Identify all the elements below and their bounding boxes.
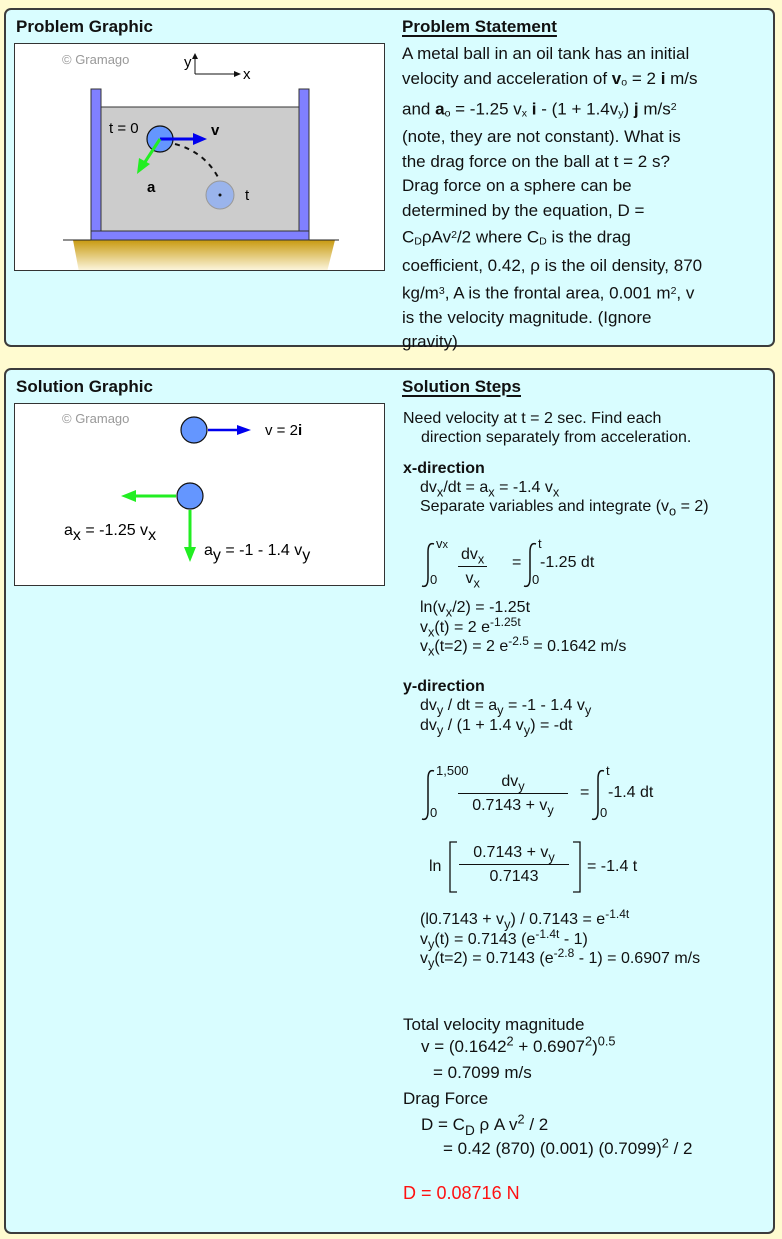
step-line — [403, 634, 627, 659]
text-fragment: 2 — [670, 284, 677, 297]
text-fragment: -2.5 — [508, 634, 529, 648]
text-fragment: = 2 — [627, 68, 661, 88]
statement-line: the drag force on the ball at t = 2 s? — [402, 151, 670, 171]
ay-label — [204, 542, 310, 564]
text-fragment: x — [148, 527, 157, 544]
text-fragment: = 0.42 (870) (0.001) (0.7099) — [443, 1139, 662, 1158]
text-fragment: ) / 0.7143 = e — [510, 911, 606, 928]
x-integral-equation — [420, 536, 720, 591]
text-fragment: y — [518, 778, 525, 794]
text-fragment: j — [633, 99, 639, 119]
text-fragment: 0.5 — [597, 1033, 616, 1049]
text-fragment: y — [584, 702, 592, 718]
text-fragment: -1.4t — [535, 926, 560, 941]
text-fragment: y — [436, 721, 444, 737]
solution-diagram — [15, 404, 384, 585]
text-fragment: Separate variables and integrate (v — [420, 498, 670, 515]
ball-acceleration — [177, 483, 203, 509]
statement-line — [402, 279, 767, 306]
step-line — [403, 478, 709, 500]
problem-graphic — [14, 43, 385, 271]
text-fragment: dv — [420, 697, 437, 714]
text-fragment: = -1 - 1.4 v — [220, 542, 303, 559]
text-fragment: D — [414, 235, 422, 248]
text-fragment: ρ A v — [474, 1115, 518, 1134]
text-fragment: x — [428, 623, 435, 639]
text-fragment: dv — [501, 773, 519, 790]
text-fragment: (t) = 2 e — [434, 618, 490, 636]
lower-limit: 0 — [430, 805, 438, 820]
fraction — [459, 844, 569, 886]
lower-limit: 0 — [430, 572, 438, 587]
text-fragment: v — [420, 930, 428, 948]
step-line: direction separately from acceleration. — [421, 429, 692, 446]
axes-icon — [192, 53, 241, 77]
step-line — [403, 1111, 693, 1138]
text-fragment: y — [548, 849, 555, 865]
text-fragment: 2 — [506, 1033, 514, 1049]
text-fragment: a — [435, 99, 445, 119]
step-line — [403, 497, 709, 519]
statement-line — [402, 95, 767, 126]
text-fragment: dv — [420, 716, 437, 734]
step-line — [403, 946, 701, 971]
text-fragment: = -1.25 v — [450, 99, 522, 119]
ax-label — [64, 522, 156, 544]
y-integral-equation — [420, 763, 750, 827]
text-fragment: = 0.1642 m/s — [528, 638, 627, 655]
solution-steps — [403, 409, 709, 519]
text-fragment: C — [402, 228, 415, 248]
a-label: a — [147, 179, 156, 196]
text-fragment: 2 — [661, 1135, 669, 1151]
text-fragment: velocity and acceleration of — [402, 68, 612, 88]
text-fragment: v — [436, 536, 443, 551]
statement-line: determined by the equation, D = — [402, 200, 645, 220]
text-fragment: 0.7143 — [489, 868, 539, 885]
step-line — [403, 926, 700, 951]
step-line: = 0.7099 m/s — [433, 1063, 532, 1082]
watermark: © Gramago — [62, 411, 130, 426]
text-fragment: 3 — [438, 284, 445, 297]
statement-line: Drag force on a sphere can be — [402, 176, 632, 196]
lower-limit: 0 — [532, 572, 540, 587]
text-fragment: (t=2) = 0.7143 (e — [434, 950, 554, 967]
upper-limit — [436, 536, 448, 551]
text-fragment: dv — [461, 546, 478, 563]
text-fragment: D — [464, 1122, 475, 1138]
solution-steps-title: Solution Steps — [402, 377, 521, 396]
text-fragment: v — [465, 570, 474, 587]
text-fragment: 2 — [585, 1033, 593, 1049]
ln-label: ln — [429, 858, 442, 875]
drag-force-heading: Drag Force — [403, 1089, 489, 1108]
text-fragment: ) — [623, 99, 634, 119]
velocity-and-drag — [403, 1014, 693, 1204]
total-velocity-heading: Total velocity magnitude — [403, 1015, 585, 1034]
text-fragment: v = (0.1642 — [421, 1037, 507, 1056]
text-fragment: 2 — [670, 100, 677, 113]
text-fragment: v — [420, 950, 428, 967]
text-fragment: y — [504, 916, 511, 932]
text-fragment: i — [297, 422, 303, 439]
text-fragment: / 2 — [668, 1139, 693, 1158]
text-fragment: / (1 + 1.4 v — [443, 716, 524, 734]
text-fragment: x — [521, 106, 528, 119]
text-fragment: = 2) — [676, 498, 709, 515]
upper-limit: t — [606, 763, 610, 778]
left-bracket-icon — [447, 840, 459, 894]
text-fragment: 0.7143 + v — [472, 797, 548, 814]
final-answer: D = 0.08716 N — [403, 1183, 520, 1203]
text-fragment: = -1 - 1.4 v — [503, 697, 585, 714]
text-fragment: v = 2 — [265, 422, 298, 439]
text-fragment: /2) = -1.25t — [452, 599, 531, 616]
text-fragment: x — [72, 527, 81, 544]
text-fragment: dv — [420, 479, 437, 496]
text-fragment: - (1 + 1.4v — [536, 99, 619, 119]
velocity-label — [265, 422, 302, 439]
text-fragment: - 1) — [559, 930, 588, 948]
text-fragment: o — [621, 76, 628, 89]
text-fragment: i — [660, 68, 666, 88]
text-fragment: o — [444, 106, 451, 119]
problem-graphic-title: Problem Graphic — [16, 17, 153, 36]
text-fragment: ) = -dt — [530, 716, 573, 734]
text-fragment: y — [302, 547, 311, 564]
integral-rhs: -1.4 dt — [608, 784, 654, 801]
text-fragment: y — [212, 547, 221, 564]
statement-line — [402, 67, 767, 95]
text-fragment: i — [531, 99, 537, 119]
text-fragment: x — [436, 484, 444, 500]
text-fragment: = -1.25 v — [80, 522, 149, 539]
equals: = — [580, 784, 590, 801]
text-fragment: / dt = a — [443, 697, 498, 714]
text-fragment: y — [523, 721, 531, 737]
step-line — [403, 1135, 693, 1160]
ground — [73, 240, 335, 270]
text-fragment: x — [477, 551, 485, 567]
text-fragment: , A is the frontal area, 0.001 m — [444, 283, 671, 303]
text-fragment: -2.8 — [553, 946, 575, 960]
log-rhs: = -1.4 t — [587, 858, 638, 875]
x-results — [403, 598, 626, 735]
problem-statement-title: Problem Statement — [402, 17, 557, 36]
text-fragment: -1.25t — [489, 614, 521, 629]
text-fragment: 2 — [517, 1111, 525, 1127]
t0-label: t = 0 — [109, 120, 139, 137]
ay-arrow-icon — [184, 510, 196, 562]
x-axis-label: x — [243, 66, 251, 83]
text-fragment: (t) = 0.7143 (e — [434, 930, 536, 948]
text-fragment: 2 — [451, 229, 457, 242]
ball-velocity — [181, 417, 207, 443]
y-direction-heading: y-direction — [403, 677, 485, 695]
text-fragment: ln(v — [420, 599, 446, 616]
statement-line: (note, they are not constant). What is — [402, 127, 681, 147]
v-label: v — [211, 122, 220, 139]
text-fragment: x — [488, 484, 495, 500]
solution-graphic-title: Solution Graphic — [16, 377, 153, 396]
text-fragment: m/s — [638, 99, 671, 119]
text-fragment: x — [445, 604, 453, 620]
statement-line: A metal ball in an oil tank has an initial — [402, 44, 690, 63]
lower-limit: 0 — [600, 805, 608, 820]
text-fragment: m/s — [665, 68, 698, 88]
upper-limit: 1,500 — [436, 763, 469, 778]
y-log-equation — [429, 840, 729, 896]
t-label: t — [245, 187, 250, 204]
text-fragment: y — [547, 802, 554, 818]
text-fragment: (t=2) = 2 e — [434, 638, 509, 655]
text-fragment: -1.4t — [605, 907, 630, 921]
text-fragment: , v — [676, 283, 695, 303]
problem-diagram — [15, 44, 384, 270]
problem-panel — [4, 8, 775, 352]
watermark: © Gramago — [62, 52, 130, 67]
text-fragment: (l0.7143 + v — [420, 911, 505, 928]
step-line — [403, 1033, 693, 1058]
text-fragment: a — [204, 542, 213, 559]
text-fragment: / 2 — [524, 1115, 549, 1134]
text-fragment: a — [64, 522, 73, 539]
text-fragment: is the drag — [546, 228, 631, 248]
oil-tank — [91, 89, 309, 240]
step-line — [403, 696, 626, 716]
text-fragment: ) — [592, 1037, 598, 1056]
text-fragment: x — [473, 575, 480, 591]
fraction — [458, 546, 487, 591]
step-line: Need velocity at t = 2 sec. Find each — [403, 410, 662, 427]
statement-line: coefficient, 0.42, ρ is the oil density, 870 — [402, 256, 703, 276]
text-fragment: /dt = a — [443, 479, 489, 496]
text-fragment: y — [497, 702, 504, 718]
text-fragment: /2 where C — [456, 228, 540, 248]
text-fragment: and — [402, 99, 436, 119]
text-fragment: x — [442, 539, 448, 551]
statement-line — [402, 223, 767, 254]
right-bracket-icon — [571, 840, 583, 894]
text-fragment: = -1.4 v — [494, 479, 553, 496]
velocity-arrow-icon — [208, 425, 251, 435]
text-fragment: x — [552, 484, 560, 500]
text-fragment: v — [420, 618, 428, 636]
text-fragment: v — [611, 68, 622, 88]
solution-graphic — [14, 403, 385, 586]
text-fragment: y — [436, 702, 444, 718]
text-fragment: D — [539, 235, 547, 248]
problem-statement — [402, 42, 767, 355]
equals: = — [512, 554, 522, 571]
y-axis-label: y — [184, 54, 192, 71]
step-line — [403, 716, 626, 736]
statement-line: is the velocity magnitude. (Ignore — [402, 307, 652, 327]
upper-limit: t — [538, 536, 542, 551]
text-fragment: - 1) = 0.6907 m/s — [574, 950, 701, 967]
text-fragment: y — [428, 935, 435, 951]
text-fragment: o — [669, 503, 677, 519]
text-fragment: y — [428, 955, 435, 971]
text-fragment: x — [428, 643, 435, 659]
y-results — [403, 907, 701, 971]
solution-panel — [4, 368, 775, 1234]
text-fragment: 0.7143 + v — [473, 844, 549, 861]
integral-rhs: -1.25 dt — [540, 554, 595, 571]
text-fragment: ρAv — [421, 228, 452, 248]
x-direction-heading: x-direction — [403, 460, 485, 477]
text-fragment: kg/m — [402, 283, 439, 303]
statement-line: gravity) — [402, 332, 458, 352]
text-fragment: D = C — [421, 1115, 465, 1134]
ax-arrow-icon — [121, 490, 176, 502]
text-fragment: + 0.6907 — [513, 1037, 585, 1056]
text-fragment: y — [618, 106, 624, 119]
text-fragment: v — [420, 638, 428, 655]
fraction — [458, 773, 568, 818]
